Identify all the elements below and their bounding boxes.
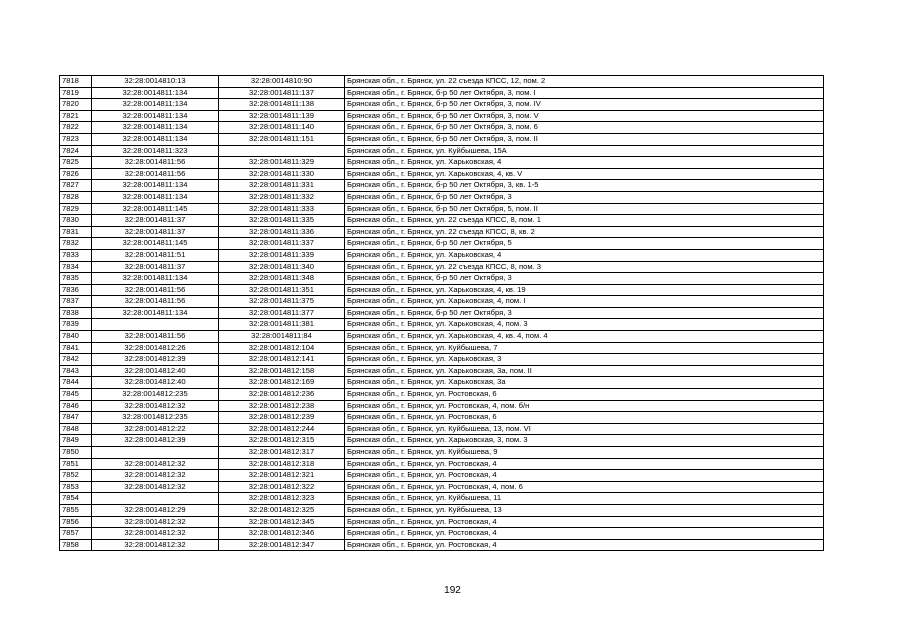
address-cell: Брянская обл., г. Брянск, ул. Ростовская, 6 <box>345 412 824 424</box>
parent-cadastral-number-cell: 32:28:0014811:56 <box>92 168 219 180</box>
cadastral-number-cell: 32:28:0014811:337 <box>219 238 345 250</box>
row-number-cell: 7821 <box>60 110 92 122</box>
row-number-cell: 7842 <box>60 354 92 366</box>
address-cell: Брянская обл., г. Брянск, ул. Харьковская, 3, пом. 3 <box>345 435 824 447</box>
address-cell: Брянская обл., г. Брянск, б-р 50 лет Октября, 3 <box>345 273 824 285</box>
cadastral-number-cell: 32:28:0014812:236 <box>219 389 345 401</box>
parent-cadastral-number-cell: 32:28:0014812:39 <box>92 435 219 447</box>
table-row <box>60 238 824 250</box>
cadastral-number-cell: 32:28:0014812:169 <box>219 377 345 389</box>
cadastral-number-cell: 32:28:0014811:340 <box>219 261 345 273</box>
address-cell: Брянская обл., г. Брянск, ул. Ростовская, 4 <box>345 516 824 528</box>
cadastral-number-cell: 32:28:0014811:331 <box>219 180 345 192</box>
address-cell: Брянская обл., г. Брянск, ул. 22 съезда КПСС, 8, кв. 2 <box>345 226 824 238</box>
table-row <box>60 284 824 296</box>
address-cell: Брянская обл., г. Брянск, ул. Харьковская, 4 <box>345 157 824 169</box>
parent-cadastral-number-cell: 32:28:0014810:13 <box>92 76 219 88</box>
row-number-cell: 7831 <box>60 226 92 238</box>
parent-cadastral-number-cell: 32:28:0014812:32 <box>92 481 219 493</box>
cadastral-number-cell: 32:28:0014811:151 <box>219 133 345 145</box>
address-cell: Брянская обл., г. Брянск, ул. Ростовская, 6 <box>345 389 824 401</box>
cadastral-number-cell: 32:28:0014812:325 <box>219 504 345 516</box>
cadastral-number-cell: 32:28:0014811:375 <box>219 296 345 308</box>
row-number-cell: 7858 <box>60 539 92 551</box>
row-number-cell: 7829 <box>60 203 92 215</box>
row-number-cell: 7846 <box>60 400 92 412</box>
address-cell: Брянская обл., г. Брянск, ул. Куйбышева, 7 <box>345 342 824 354</box>
address-cell: Брянская обл., г. Брянск, ул. Харьковская, 4, кв. 4, пом. 4 <box>345 331 824 343</box>
cadastral-number-cell: 32:28:0014811:140 <box>219 122 345 134</box>
cadastral-number-cell: 32:28:0014810:90 <box>219 76 345 88</box>
row-number-cell: 7826 <box>60 168 92 180</box>
address-cell: Брянская обл., г. Брянск, ул. Харьковская, 3а, пом. II <box>345 365 824 377</box>
row-number-cell: 7851 <box>60 458 92 470</box>
cadastral-number-cell: 32:28:0014812:317 <box>219 447 345 459</box>
address-cell: Брянская обл., г. Брянск, б-р 50 лет Октября, 3, пом. I <box>345 87 824 99</box>
table-row <box>60 504 824 516</box>
table-row <box>60 261 824 273</box>
cadastral-number-cell: 32:28:0014812:321 <box>219 470 345 482</box>
parent-cadastral-number-cell: 32:28:0014811:134 <box>92 180 219 192</box>
cadastral-number-cell: 32:28:0014812:315 <box>219 435 345 447</box>
address-cell: Брянская обл., г. Брянск, ул. Харьковская, 4, пом. I <box>345 296 824 308</box>
cadastral-number-cell: 32:28:0014811:329 <box>219 157 345 169</box>
cadastral-number-cell: 32:28:0014812:323 <box>219 493 345 505</box>
cadastral-number-cell: 32:28:0014811:330 <box>219 168 345 180</box>
row-number-cell: 7848 <box>60 423 92 435</box>
row-number-cell: 7833 <box>60 249 92 261</box>
cadastral-number-cell: 32:28:0014812:346 <box>219 528 345 540</box>
table-row <box>60 76 824 88</box>
table-row <box>60 342 824 354</box>
row-number-cell: 7840 <box>60 331 92 343</box>
address-cell: Брянская обл., г. Брянск, ул. Ростовская, 4 <box>345 528 824 540</box>
parent-cadastral-number-cell: 32:28:0014812:22 <box>92 423 219 435</box>
parent-cadastral-number-cell: 32:28:0014811:134 <box>92 99 219 111</box>
row-number-cell: 7838 <box>60 307 92 319</box>
address-cell: Брянская обл., г. Брянск, ул. Ростовская, 4 <box>345 458 824 470</box>
row-number-cell: 7843 <box>60 365 92 377</box>
table-row <box>60 528 824 540</box>
row-number-cell: 7827 <box>60 180 92 192</box>
address-cell: Брянская обл., г. Брянск, ул. Харьковская, 3а <box>345 377 824 389</box>
cadastral-registry-table <box>59 75 824 551</box>
cadastral-number-cell: 32:28:0014812:347 <box>219 539 345 551</box>
parent-cadastral-number-cell: 32:28:0014812:32 <box>92 516 219 528</box>
row-number-cell: 7819 <box>60 87 92 99</box>
address-cell: Брянская обл., г. Брянск, б-р 50 лет Октября, 3, пом. 6 <box>345 122 824 134</box>
parent-cadastral-number-cell: 32:28:0014812:32 <box>92 400 219 412</box>
address-cell: Брянская обл., г. Брянск, б-р 50 лет Октября, 3, кв. 1-5 <box>345 180 824 192</box>
row-number-cell: 7835 <box>60 273 92 285</box>
table-row <box>60 365 824 377</box>
table-row <box>60 203 824 215</box>
address-cell: Брянская обл., г. Брянск, ул. Харьковская, 4, пом. 3 <box>345 319 824 331</box>
table-row <box>60 249 824 261</box>
address-cell: Брянская обл., г. Брянск, ул. Ростовская, 4 <box>345 539 824 551</box>
parent-cadastral-number-cell: 32:28:0014812:26 <box>92 342 219 354</box>
address-cell: Брянская обл., г. Брянск, ул. 22 съезда КПСС, 12, пом. 2 <box>345 76 824 88</box>
parent-cadastral-number-cell: 32:28:0014812:39 <box>92 354 219 366</box>
parent-cadastral-number-cell: 32:28:0014811:134 <box>92 110 219 122</box>
row-number-cell: 7844 <box>60 377 92 389</box>
parent-cadastral-number-cell: 32:28:0014812:40 <box>92 365 219 377</box>
page-number: 192 <box>444 585 461 596</box>
row-number-cell: 7845 <box>60 389 92 401</box>
table-row <box>60 215 824 227</box>
table-row <box>60 133 824 145</box>
table-row <box>60 481 824 493</box>
parent-cadastral-number-cell: 32:28:0014811:134 <box>92 307 219 319</box>
table-row <box>60 296 824 308</box>
table-row <box>60 99 824 111</box>
row-number-cell: 7854 <box>60 493 92 505</box>
table-row <box>60 354 824 366</box>
row-number-cell: 7822 <box>60 122 92 134</box>
cadastral-number-cell: 32:28:0014812:238 <box>219 400 345 412</box>
cadastral-number-cell: 32:28:0014812:104 <box>219 342 345 354</box>
parent-cadastral-number-cell: 32:28:0014811:37 <box>92 215 219 227</box>
cadastral-number-cell: 32:28:0014811:351 <box>219 284 345 296</box>
address-cell: Брянская обл., г. Брянск, б-р 50 лет Октября, 3, пом. IV <box>345 99 824 111</box>
table-row <box>60 423 824 435</box>
table-row <box>60 226 824 238</box>
parent-cadastral-number-cell: 32:28:0014812:40 <box>92 377 219 389</box>
row-number-cell: 7855 <box>60 504 92 516</box>
address-cell: Брянская обл., г. Брянск, ул. 22 съезда КПСС, 8, пом. 3 <box>345 261 824 273</box>
cadastral-number-cell: 32:28:0014811:335 <box>219 215 345 227</box>
address-cell: Брянская обл., г. Брянск, ул. Харьковская, 4, кв. 19 <box>345 284 824 296</box>
parent-cadastral-number-cell: 32:28:0014811:56 <box>92 331 219 343</box>
row-number-cell: 7832 <box>60 238 92 250</box>
parent-cadastral-number-cell <box>92 447 219 459</box>
row-number-cell: 7837 <box>60 296 92 308</box>
row-number-cell: 7841 <box>60 342 92 354</box>
parent-cadastral-number-cell: 32:28:0014812:29 <box>92 504 219 516</box>
parent-cadastral-number-cell: 32:28:0014811:37 <box>92 261 219 273</box>
table-row <box>60 493 824 505</box>
row-number-cell: 7834 <box>60 261 92 273</box>
address-cell: Брянская обл., г. Брянск, б-р 50 лет Октября, 3, пом. V <box>345 110 824 122</box>
table-row <box>60 122 824 134</box>
table-row <box>60 435 824 447</box>
table-row <box>60 516 824 528</box>
cadastral-number-cell: 32:28:0014811:84 <box>219 331 345 343</box>
cadastral-number-cell: 32:28:0014812:244 <box>219 423 345 435</box>
address-cell: Брянская обл., г. Брянск, б-р 50 лет Октября, 5, пом. II <box>345 203 824 215</box>
table-row <box>60 377 824 389</box>
address-cell: Брянская обл., г. Брянск, ул. Куйбышева, 11 <box>345 493 824 505</box>
table-row <box>60 447 824 459</box>
address-cell: Брянская обл., г. Брянск, б-р 50 лет Октября, 3 <box>345 191 824 203</box>
address-cell: Брянская обл., г. Брянск, ул. Куйбышева, 13, пом. VI <box>345 423 824 435</box>
table-row <box>60 180 824 192</box>
parent-cadastral-number-cell: 32:28:0014811:134 <box>92 133 219 145</box>
cadastral-number-cell: 32:28:0014811:137 <box>219 87 345 99</box>
row-number-cell: 7850 <box>60 447 92 459</box>
cadastral-number-cell: 32:28:0014812:141 <box>219 354 345 366</box>
parent-cadastral-number-cell: 32:28:0014811:134 <box>92 122 219 134</box>
row-number-cell: 7828 <box>60 191 92 203</box>
row-number-cell: 7852 <box>60 470 92 482</box>
table-row <box>60 145 824 157</box>
address-cell: Брянская обл., г. Брянск, ул. Куйбышева, 13 <box>345 504 824 516</box>
cadastral-number-cell: 32:28:0014812:345 <box>219 516 345 528</box>
parent-cadastral-number-cell: 32:28:0014812:235 <box>92 412 219 424</box>
parent-cadastral-number-cell: 32:28:0014811:56 <box>92 296 219 308</box>
parent-cadastral-number-cell <box>92 493 219 505</box>
row-number-cell: 7849 <box>60 435 92 447</box>
row-number-cell: 7857 <box>60 528 92 540</box>
address-cell: Брянская обл., г. Брянск, ул. Харьковская, 4 <box>345 249 824 261</box>
parent-cadastral-number-cell: 32:28:0014811:51 <box>92 249 219 261</box>
address-cell: Брянская обл., г. Брянск, ул. 22 съезда КПСС, 8, пом. 1 <box>345 215 824 227</box>
address-cell: Брянская обл., г. Брянск, б-р 50 лет Октября, 5 <box>345 238 824 250</box>
address-cell: Брянская обл., г. Брянск, б-р 50 лет Октября, 3 <box>345 307 824 319</box>
row-number-cell: 7839 <box>60 319 92 331</box>
cadastral-number-cell: 32:28:0014812:239 <box>219 412 345 424</box>
cadastral-number-cell: 32:28:0014811:336 <box>219 226 345 238</box>
parent-cadastral-number-cell: 32:28:0014811:56 <box>92 157 219 169</box>
table-row <box>60 400 824 412</box>
table-row <box>60 307 824 319</box>
address-cell: Брянская обл., г. Брянск, ул. Ростовская, 4, пом. б/н <box>345 400 824 412</box>
row-number-cell: 7818 <box>60 76 92 88</box>
table-row <box>60 470 824 482</box>
row-number-cell: 7830 <box>60 215 92 227</box>
table-row <box>60 331 824 343</box>
row-number-cell: 7820 <box>60 99 92 111</box>
table-row <box>60 412 824 424</box>
table-row <box>60 191 824 203</box>
parent-cadastral-number-cell: 32:28:0014812:32 <box>92 539 219 551</box>
cadastral-number-cell: 32:28:0014811:333 <box>219 203 345 215</box>
table-row <box>60 168 824 180</box>
parent-cadastral-number-cell: 32:28:0014812:32 <box>92 458 219 470</box>
parent-cadastral-number-cell: 32:28:0014812:32 <box>92 470 219 482</box>
table-row <box>60 458 824 470</box>
table-row <box>60 319 824 331</box>
parent-cadastral-number-cell: 32:28:0014811:56 <box>92 284 219 296</box>
row-number-cell: 7853 <box>60 481 92 493</box>
row-number-cell: 7825 <box>60 157 92 169</box>
parent-cadastral-number-cell: 32:28:0014811:145 <box>92 203 219 215</box>
cadastral-number-cell: 32:28:0014811:377 <box>219 307 345 319</box>
row-number-cell: 7824 <box>60 145 92 157</box>
table-row <box>60 157 824 169</box>
table-row <box>60 273 824 285</box>
row-number-cell: 7836 <box>60 284 92 296</box>
parent-cadastral-number-cell <box>92 319 219 331</box>
cadastral-number-cell: 32:28:0014812:322 <box>219 481 345 493</box>
parent-cadastral-number-cell: 32:28:0014812:235 <box>92 389 219 401</box>
cadastral-number-cell: 32:28:0014811:348 <box>219 273 345 285</box>
parent-cadastral-number-cell: 32:28:0014811:134 <box>92 87 219 99</box>
address-cell: Брянская обл., г. Брянск, ул. Ростовская, 4 <box>345 470 824 482</box>
address-cell: Брянская обл., г. Брянск, ул. Ростовская, 4, пом. 6 <box>345 481 824 493</box>
cadastral-number-cell: 32:28:0014811:332 <box>219 191 345 203</box>
row-number-cell: 7847 <box>60 412 92 424</box>
address-cell: Брянская обл., г. Брянск, ул. Харьковская, 4, кв. V <box>345 168 824 180</box>
cadastral-number-cell: 32:28:0014811:139 <box>219 110 345 122</box>
table-row <box>60 87 824 99</box>
parent-cadastral-number-cell: 32:28:0014811:323 <box>92 145 219 157</box>
row-number-cell: 7823 <box>60 133 92 145</box>
table-row <box>60 539 824 551</box>
cadastral-number-cell: 32:28:0014812:318 <box>219 458 345 470</box>
address-cell: Брянская обл., г. Брянск, ул. Куйбышева, 9 <box>345 447 824 459</box>
parent-cadastral-number-cell: 32:28:0014811:145 <box>92 238 219 250</box>
address-cell: Брянская обл., г. Брянск, б-р 50 лет Октября, 3, пом. II <box>345 133 824 145</box>
registry-table-body <box>60 76 824 551</box>
table-row <box>60 110 824 122</box>
cadastral-number-cell: 32:28:0014812:158 <box>219 365 345 377</box>
parent-cadastral-number-cell: 32:28:0014811:134 <box>92 191 219 203</box>
parent-cadastral-number-cell: 32:28:0014811:37 <box>92 226 219 238</box>
parent-cadastral-number-cell: 32:28:0014811:134 <box>92 273 219 285</box>
cadastral-number-cell: 32:28:0014811:138 <box>219 99 345 111</box>
table-row <box>60 389 824 401</box>
cadastral-number-cell <box>219 145 345 157</box>
address-cell: Брянская обл., г. Брянск, ул. Харьковская, 3 <box>345 354 824 366</box>
row-number-cell: 7856 <box>60 516 92 528</box>
cadastral-number-cell: 32:28:0014811:381 <box>219 319 345 331</box>
cadastral-number-cell: 32:28:0014811:339 <box>219 249 345 261</box>
address-cell: Брянская обл., г. Брянск, ул. Куйбышева, 15А <box>345 145 824 157</box>
parent-cadastral-number-cell: 32:28:0014812:32 <box>92 528 219 540</box>
